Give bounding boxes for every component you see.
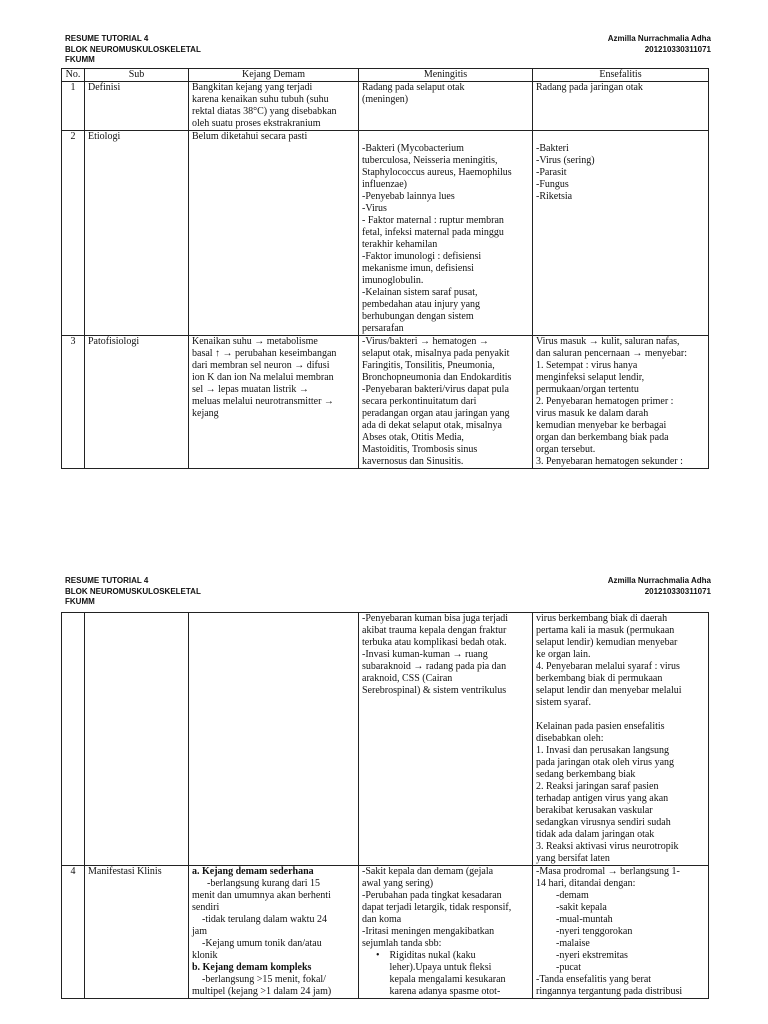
cell-line: awal yang sering) [362,878,434,889]
cell-line: peradangan organ atau jaringan yang [362,408,510,419]
cell-line: sendiri [192,902,220,913]
cell-line: - Faktor maternal : ruptur membran [362,215,504,226]
cell-line: -Masa prodromal → berlangsung 1- [536,866,680,877]
cell-line: terbuka atau komplikasi bedah otak. [362,637,507,648]
cell-meningitis [359,131,533,336]
cell-line: Serebrospinal) & sistem ventrikulus [362,685,507,696]
cell-line: -Fungus [536,179,569,190]
cell-line: terhadap antigen virus yang akan [536,793,669,804]
cell-line: imunoglobulin. [362,275,424,286]
cell-line: klonik [192,950,218,961]
col-header-no: No. [62,69,85,82]
table-row [62,131,709,336]
cell-line: dan koma [362,914,402,925]
cell-line [362,131,529,143]
cell-line: fetal, infeksi maternal pada minggu [362,227,504,238]
cell-line: -Penyebab lainnya lues [362,191,455,202]
cell-line: tidak ada dalam jaringan otak [536,829,655,840]
cell-line: 1. Invasi dan perusakan langsung [536,745,670,756]
cell-line: 3. Reaksi aktivasi virus neurotropik [536,841,679,852]
cell-line: dari membran sel neuron → difusi [192,360,330,371]
cell-line: berhubungan dengan sistem [362,311,474,322]
header-institution: FKUMM [65,55,95,64]
cell-line: leher).Upaya untuk fleksi [362,962,492,973]
cell-line: disebabkan oleh: [536,733,604,744]
cell-line: Staphylococcus aureus, Haemophilus [362,167,512,178]
cell-line: kemudian menyebar ke berbagai [536,420,667,431]
cell-line: subaraknoid → radang pada pia dan [362,661,507,672]
cell-line: Radang pada selaput otak [362,82,465,93]
comparison-table-page-1 [61,68,709,469]
cell-line: dan saluran pencernaan → menyebar: [536,348,688,359]
cell-line: -pucat [536,962,581,973]
cell-kejang-demam [189,613,359,866]
cell-line: influenzae) [362,179,407,190]
cell-line: kepala mengalami kesukaran [362,974,506,985]
page-header-1 [65,34,711,66]
cell-line: -nyeri tenggorokan [536,926,633,937]
cell-line: menit dan umumnya akan berhenti [192,890,331,901]
cell-line: -Riketsia [536,191,573,202]
cell-line: -Faktor imunologi : defisiensi [362,251,482,262]
cell-line: meluas melalui neurotransmitter → [192,396,334,407]
cell-line: Abses otak, Otitis Media, [362,432,464,443]
cell-line: -demam [536,890,589,901]
cell-no: 2 [62,131,85,336]
cell-line: secara perkontinuitatum dari [362,396,477,407]
cell-line: sistem syaraf. [536,697,591,708]
cell-line: 2. Penyebaran hematogen primer : [536,396,674,407]
cell-line: 3. Penyebaran hematogen sekunder : [536,456,683,467]
cell-line: yang bersifat laten [536,853,610,864]
cell-line: ion K dan ion Na melalui membran [192,372,334,383]
cell-line: ringannya tergantung pada distribusi [536,986,683,997]
cell-line: -Parasit [536,167,567,178]
cell-line: pada jaringan otak oleh virus yang [536,757,675,768]
cell-line: a. Kejang demam sederhana [192,866,314,877]
cell-no: 3 [62,336,85,469]
cell-line: organ tersebut. [536,444,596,455]
cell-line: -berlangsung >15 menit, fokal/ [192,974,326,985]
cell-line: karena kenaikan suhu tubuh (suhu [192,94,329,105]
header-nim: 201210330311071 [644,586,711,596]
cell-line: -Bakteri (Mycobacterium [362,143,464,154]
cell-line: 1. Setempat : virus hanya [536,360,638,371]
cell-line: -Virus/bakteri → hematogen → [362,336,489,347]
cell-line: -Kejang umum tonik dan/atau [192,938,322,949]
cell-meningitis [359,613,533,866]
cell-line: Radang pada jaringan otak [536,82,643,93]
table-row [62,866,709,999]
cell-line: -Virus [362,203,387,214]
cell-line: selaput lendir dan menyebar melalui [536,685,682,696]
cell-ensefalitis [533,82,709,131]
cell-line: permukaan/organ tertentu [536,384,639,395]
cell-line: ada di dekat selaput otak, misalnya [362,420,502,431]
cell-sub: Manifestasi Klinis [85,866,189,999]
header-block: BLOK NEUROMUSKULOSKELETAL [65,586,201,596]
header-block: BLOK NEUROMUSKULOSKELETAL [65,44,201,54]
comparison-table-page-2 [61,612,709,999]
cell-line: -sakit kepala [536,902,607,913]
cell-line: -Tanda ensefalitis yang berat [536,974,652,985]
cell-line: jam [192,926,207,937]
cell-line: basal ↑ → perubahan keseimbangan [192,348,337,359]
cell-line: -Penyebaran kuman bisa juga terjadi [362,613,509,624]
cell-kejang-demam [189,866,359,999]
header-title: RESUME TUTORIAL 4 [65,34,149,43]
cell-line: araknoid, CSS (Cairan [362,673,453,684]
cell-line [536,131,705,143]
cell-line: Belum diketahui secara pasti [192,131,308,142]
cell-line: selaput lendir) kemudian menyebar [536,637,678,648]
cell-meningitis [359,82,533,131]
cell-line: -Penyebaran bakteri/virus dapat pula [362,384,509,395]
cell-line: menginfeksi selaput lendir, [536,372,645,383]
cell-kejang-demam [189,336,359,469]
header-author: Azmilla Nurrachmalia Adha [607,576,711,585]
cell-line: sel → lepas muatan listrik → [192,384,309,395]
cell-line: -Virus (sering) [536,155,595,166]
cell-line: -nyeri ekstremitas [536,950,628,961]
cell-line: kavernosus dan Sinusitis. [362,456,464,467]
cell-kejang-demam [189,131,359,336]
col-header-sub: Sub [85,69,189,82]
col-header-meningitis: Meningitis [359,69,533,82]
cell-line: 4. Penyebaran melalui syaraf : virus [536,661,680,672]
col-header-ensefalitis: Ensefalitis [533,69,709,82]
cell-line [536,709,705,721]
cell-line: -malaise [536,938,590,949]
cell-line: berakibat kerusakan vaskular [536,805,653,816]
cell-kejang-demam [189,82,359,131]
cell-line: -Perubahan pada tingkat kesadaran [362,890,502,901]
cell-line: (meningen) [362,94,409,105]
cell-sub: Patofisiologi [85,336,189,469]
cell-sub [85,613,189,866]
cell-line: tuberculosa, Neisseria meningitis, [362,155,498,166]
cell-line: organ dan berkembang biak pada [536,432,669,443]
cell-line: berkembang biak di permukaan [536,673,663,684]
cell-ensefalitis [533,131,709,336]
cell-meningitis [359,866,533,999]
cell-line: Bronchopneumonia dan Endokarditis [362,372,512,383]
cell-ensefalitis [533,866,709,999]
cell-line: -Invasi kuman-kuman → ruang [362,649,488,660]
cell-line: dapat terjadi letargik, tidak responsif, [362,902,512,913]
cell-line: multipel (kejang >1 dalam 24 jam) [192,986,332,997]
cell-sub: Etiologi [85,131,189,336]
cell-no: 4 [62,866,85,999]
cell-line: -berlangsung kurang dari 15 [192,878,321,889]
cell-line: • Rigiditas nukal (kaku [362,950,529,962]
table-row [62,82,709,131]
cell-line: pembedahan atau injury yang [362,299,481,310]
cell-line: Kelainan pada pasien ensefalitis [536,721,665,732]
cell-line: Kenaikan suhu → metabolisme [192,336,318,347]
header-title: RESUME TUTORIAL 4 [65,576,149,585]
cell-line: Virus masuk → kulit, saluran nafas, [536,336,680,347]
cell-line: -Iritasi meningen mengakibatkan [362,926,495,937]
cell-line: selaput otak, misalnya pada penyakit [362,348,510,359]
cell-line: rektal diatas 38°C) yang disebabkan [192,106,337,117]
cell-line: -tidak terulang dalam waktu 24 [192,914,327,925]
col-header-kejang: Kejang Demam [189,69,359,82]
cell-line: -Sakit kepala dan demam (gejala [362,866,494,877]
cell-line: persarafan [362,323,404,334]
table-row [62,336,709,469]
cell-line: 2. Reaksi jaringan saraf pasien [536,781,659,792]
cell-line: virus masuk ke dalam darah [536,408,649,419]
cell-sub: Definisi [85,82,189,131]
cell-line: -Bakteri [536,143,569,154]
cell-line: -mual-muntah [536,914,613,925]
table-header-row [62,69,709,82]
cell-line: -Kelainan sistem saraf pusat, [362,287,478,298]
cell-line: virus berkembang biak di daerah [536,613,668,624]
cell-line: 14 hari, ditandai dengan: [536,878,636,889]
cell-line: Mastoiditis, Trombosis sinus [362,444,478,455]
cell-line: kejang [192,408,219,419]
cell-ensefalitis [533,613,709,866]
cell-line: pertama kali ia masuk (permukaan [536,625,675,636]
cell-no [62,613,85,866]
page-header-2 [65,576,711,608]
cell-meningitis [359,336,533,469]
cell-line: sedangkan virusnya sendiri sudah [536,817,671,828]
cell-line: terakhir kehamilan [362,239,438,250]
cell-line: ke organ lain. [536,649,591,660]
header-nim: 201210330311071 [644,44,711,54]
table-row [62,613,709,866]
cell-line: akibat trauma kepala dengan fraktur [362,625,507,636]
cell-line: sedang berkembang biak [536,769,636,780]
header-author: Azmilla Nurrachmalia Adha [607,34,711,43]
cell-line: oleh suatu proses ekstrakranium [192,118,321,129]
cell-line: mekanisme imun, defisiensi [362,263,474,274]
header-institution: FKUMM [65,597,95,606]
cell-line: Faringitis, Tonsilitis, Pneumonia, [362,360,495,371]
cell-line: Bangkitan kejang yang terjadi [192,82,313,93]
cell-ensefalitis [533,336,709,469]
cell-line: b. Kejang demam kompleks [192,962,312,973]
cell-no: 1 [62,82,85,131]
cell-line: karena adanya spasme otot- [362,986,501,997]
cell-line: sejumlah tanda sbb: [362,938,442,949]
